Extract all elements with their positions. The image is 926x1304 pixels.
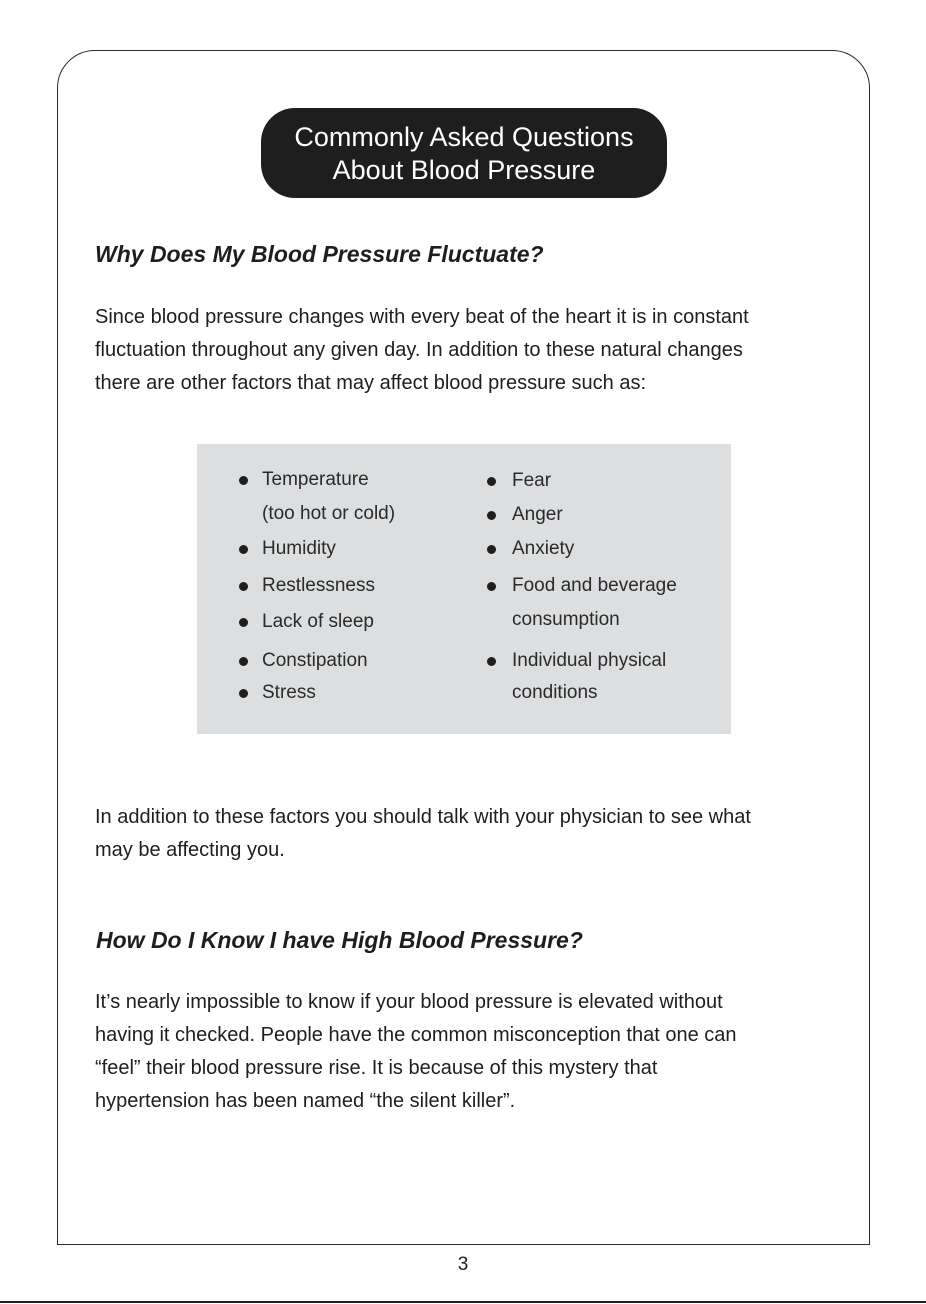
factor-restlessness: Restlessness xyxy=(262,575,375,596)
factor-anxiety: Anxiety xyxy=(512,538,575,559)
bullet-icon xyxy=(239,689,248,698)
title-banner xyxy=(261,108,667,198)
paragraph-line: “feel” their blood pressure rise. It is because of this mystery that xyxy=(95,1057,658,1079)
section-heading-fluctuate: Why Does My Blood Pressure Fluctuate? xyxy=(95,241,544,267)
paragraph-line: there are other factors that may affect blood pressure such as: xyxy=(95,372,647,394)
factor-stress: Stress xyxy=(262,682,316,703)
factor-lack-of-sleep: Lack of sleep xyxy=(262,611,374,632)
banner-title-line-2: About Blood Pressure xyxy=(332,155,596,185)
bullet-icon xyxy=(487,511,496,520)
bullet-icon xyxy=(487,545,496,554)
bullet-icon xyxy=(487,477,496,486)
paragraph-line: hypertension has been named “the silent killer”. xyxy=(95,1090,516,1112)
factor-individual-physical-cont: conditions xyxy=(512,682,598,703)
factor-humidity: Humidity xyxy=(262,538,336,559)
paragraph-line: may be affecting you. xyxy=(95,839,285,861)
bottom-divider xyxy=(0,1301,926,1303)
factor-temperature-detail: (too hot or cold) xyxy=(262,503,396,524)
paragraph-line: It’s nearly impossible to know if your blood pressure is elevated without xyxy=(95,991,723,1013)
paragraph-line: In addition to these factors you should talk with your physician to see what xyxy=(95,806,751,828)
factor-fear: Fear xyxy=(512,470,552,491)
banner-title-line-1: Commonly Asked Questions xyxy=(294,122,634,152)
bullet-icon xyxy=(239,618,248,627)
bullet-icon xyxy=(239,657,248,666)
outro-paragraph xyxy=(95,801,751,867)
factor-constipation: Constipation xyxy=(262,650,368,671)
paragraph-line: having it checked. People have the common misconception that one can xyxy=(95,1024,737,1046)
bullet-icon xyxy=(239,476,248,485)
paragraph-line: Since blood pressure changes with every beat of the heart it is in constant xyxy=(95,306,749,328)
factors-box xyxy=(197,444,731,734)
bullet-icon xyxy=(239,582,248,591)
factor-temperature: Temperature xyxy=(262,469,369,490)
intro-paragraph xyxy=(95,301,749,400)
high-bp-paragraph xyxy=(95,986,737,1118)
paragraph-line: fluctuation throughout any given day. In addition to these natural changes xyxy=(95,339,743,361)
bullet-icon xyxy=(239,545,248,554)
bullet-icon xyxy=(487,582,496,591)
factor-anger: Anger xyxy=(512,504,563,525)
bullet-icon xyxy=(487,657,496,666)
factor-food-beverage: Food and beverage xyxy=(512,575,677,596)
factor-food-beverage-cont: consumption xyxy=(512,609,620,630)
page-number: 3 xyxy=(457,1254,469,1275)
section-heading-high-bp: How Do I Know I have High Blood Pressure? xyxy=(96,927,583,953)
factor-individual-physical: Individual physical xyxy=(512,650,667,671)
